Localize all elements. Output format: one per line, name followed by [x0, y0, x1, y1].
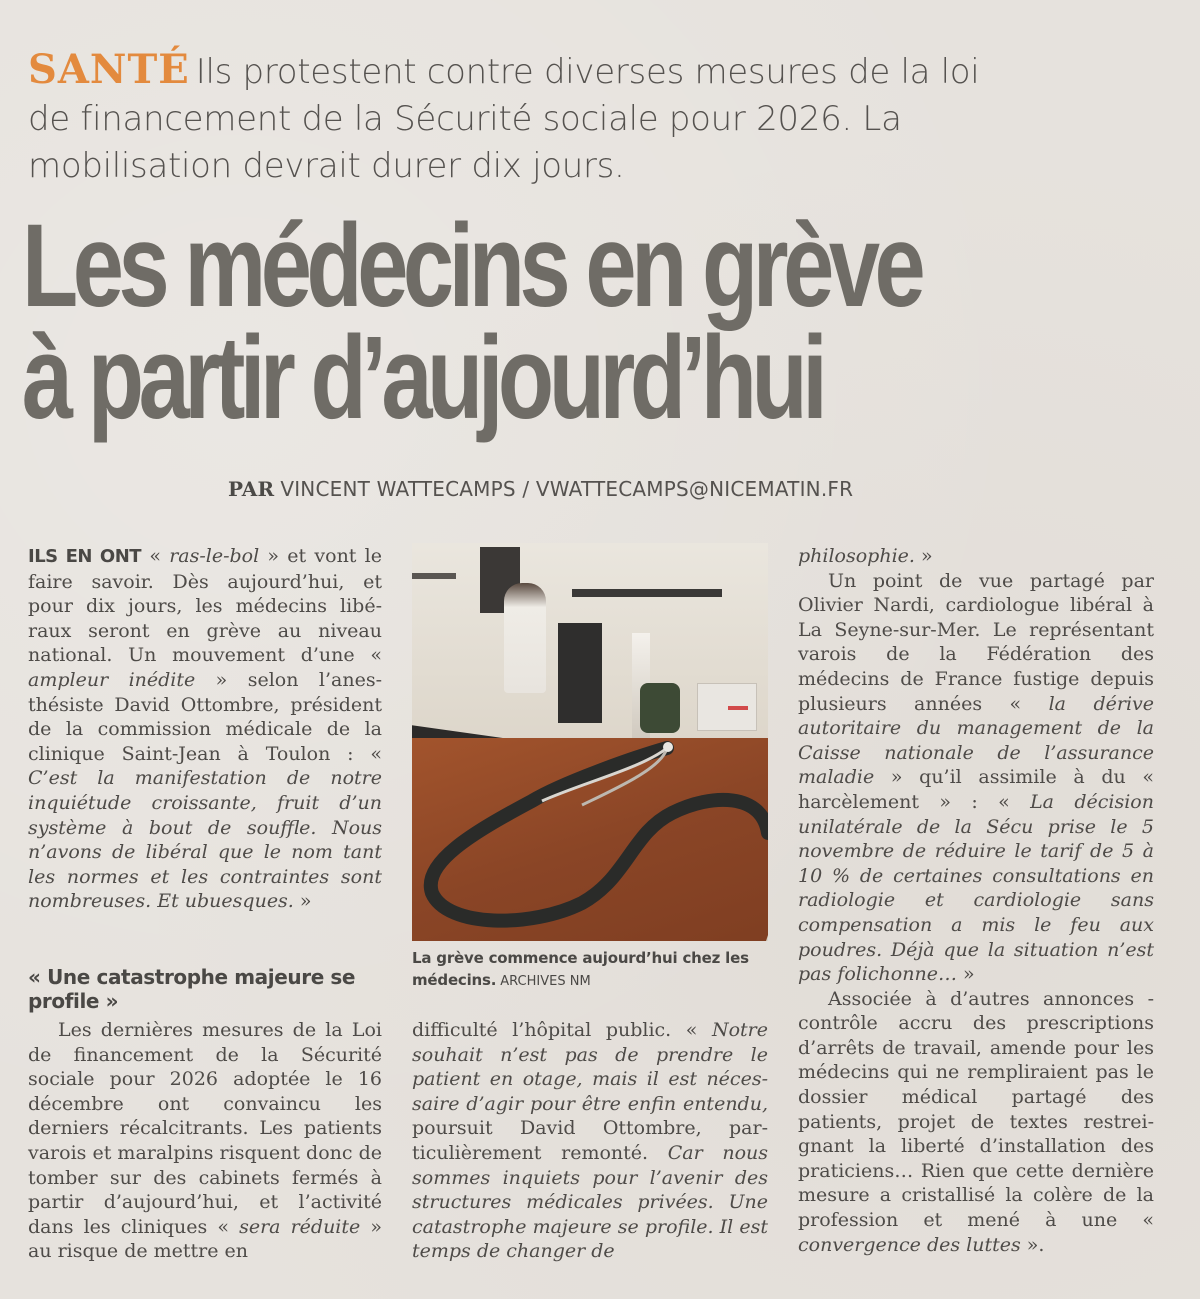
quote: C’est la manifestation de notre inquiétude croissante, fruit d’un système à bout de souffle. Nous n’avons de libéral que le nom tant les normes et les contraintes sont nombreuses. Et ubuesques. [28, 767, 382, 913]
headline-line-1: Les médecins en grève [22, 200, 921, 332]
quote: Notre souhait n’est pas de prendre le patient en otage, mais il est nécessaire d’agir pour être enfin entendu, [412, 1019, 768, 1115]
photo-caption [412, 947, 768, 993]
text-run: » selon l’anesthésiste David Ottombre, président de la commission médicale de la clinique Saint-Jean à Toulon : « [28, 668, 382, 765]
text-run: difficulté l’hôpital public. « [412, 1019, 712, 1041]
paragraph [412, 1018, 768, 1264]
text-run: Associée à d’autres annonces - contrôle accru des prescriptions d’arrêts de travail, amende pour les médecins qui ne rempliraient pas le dossier médical partagé des patients, projet de textes restreignant la liberté d’installation des praticiens… Rien que cette dernière mesure a cristallisé la colère de la profession et mené à une « [798, 987, 1154, 1232]
quote: Car nous sommes inquiets pour l’avenir des structures médicales privées. Une catastrophe majeure se profile. Il est temps de changer de [412, 1141, 768, 1263]
article-headline [22, 200, 921, 444]
paragraph [798, 987, 1154, 1258]
photo-credit: ARCHIVES NM [500, 974, 591, 989]
paragraph [28, 1018, 382, 1264]
quote: harcèlement [798, 790, 919, 813]
article-photo [412, 543, 768, 941]
lead-paragraph [28, 544, 382, 914]
text-run: poursuit David Ottombre, particulièrement remonté. [412, 1117, 768, 1164]
byline [228, 476, 853, 502]
column-2-bottom [412, 1018, 768, 1264]
text-run: » : « [919, 790, 1031, 813]
text-run: ». [1020, 1233, 1045, 1256]
text-run: » [956, 963, 975, 986]
section-rubric: SANTÉ [28, 46, 190, 93]
quote: ampleur inédite [28, 668, 196, 691]
text-run: » [293, 890, 312, 913]
intertitle: « Une catastrophe majeure se profile » [28, 965, 356, 1013]
byline-prefix: PAR [228, 477, 275, 501]
text-run: Les dernières mesures de la Loi de financement de la Sécurité sociale pour 2026 adoptée le 16 décembre ont convaincu les derniers récalcitrants. Les patients varois et maralpins risquent donc de tomber sur des cabinets fermés à partir d’aujourd’hui, et l’activité dans les cliniques « [28, 1019, 382, 1238]
text-run: Un point de vue partagé par Olivier Nardi, cardiologue libéral à La Seyne-sur-Mer. Le représentant varois de la Fédération des médecins de France fustige depuis plusieurs années « [798, 569, 1154, 715]
headline-line-2: à partir d’aujourd’hui [22, 312, 823, 444]
quote: ras-le-bol [169, 545, 260, 567]
text-run: » qu’il assimile à du « [874, 766, 1154, 789]
stethoscope-icon [412, 543, 768, 941]
text-run: « [141, 545, 170, 567]
quote: sera réduite [239, 1215, 361, 1238]
column-1-bottom [28, 1018, 382, 1264]
byline-author: VINCENT WATTECAMPS / VWATTECAMPS@NICEMATIN.FR [280, 477, 854, 501]
text-run: » et vont le faire savoir. Dès aujourd’hui, et pour dix jours, les médecins libéraux seront en grève au niveau national. Un mouvement d’une « [28, 545, 383, 667]
text-run: » [914, 545, 933, 567]
column-1 [28, 544, 382, 914]
kicker-text: Ils protestent contre diverses mesures de la loi de financement de la Sécurité sociale pour 2026. La mobilisation devrait durer dix jours. [28, 52, 980, 186]
article-kicker [28, 46, 988, 190]
quote: La décision unilatérale de la Sécu prise le 5 novembre de réduire le tarif de 5 à 10 % de certaines consultations en radiologie et cardiologie sans compensation a mis le feu aux poudres. Déjà que la situation n’est pas folichonne… [798, 790, 1154, 986]
column-3 [798, 544, 1154, 1257]
paragraph [798, 544, 1154, 569]
lead-in: ILS EN ONT [28, 546, 142, 567]
text-run: » au risque de mettre en [28, 1215, 382, 1263]
paragraph [798, 569, 1154, 987]
quote: la dérive autoritaire du management de la Caisse nationale de l’assurance maladie [798, 692, 1154, 789]
quote: philosophie. [798, 545, 915, 567]
caption-text: La grève commence aujourd’hui chez les médecins. [412, 949, 749, 989]
quote: convergence des luttes [798, 1233, 1021, 1256]
